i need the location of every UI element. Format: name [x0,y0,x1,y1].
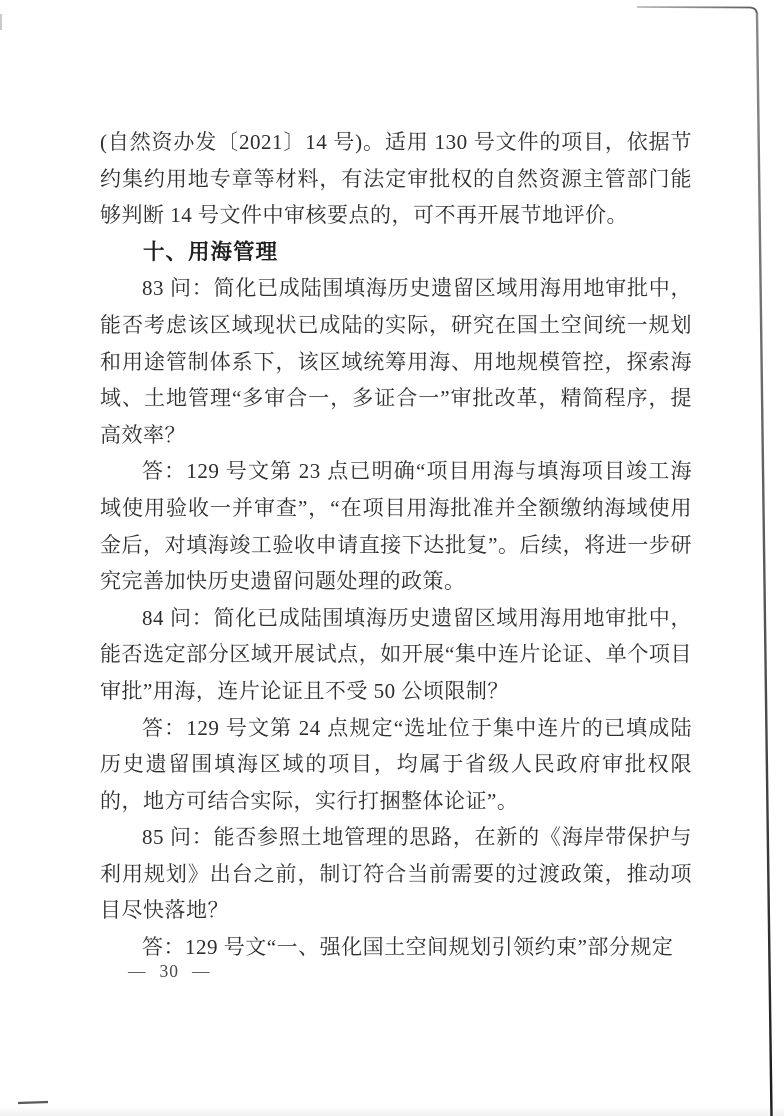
paragraph-answer-83: 答：129 号文第 23 点已明确“项目用海与填海项目竣工海域使用验收一并审查”，“在项目用海批准并全额缴纳海域使用金后，对填海竣工验收申请直接下达批复”。后续，将进一步研究完善加快历史遗留问题处理的政策。 [100,459,692,594]
document-body [100,124,692,966]
page-edge-right-line [757,13,772,1116]
paragraph-continuation: (自然资办发〔2021〕14 号)。适用 130 号文件的项目，依据节约集约用地专章等材料，有法定审批权的自然资源主管部门能够判断 14 号文件中审核要点的，可不再开展节地评价。 [100,130,692,228]
paragraph-answer-85: 答：129 号文“一、强化国土空间规划引领约束”部分规定 [142,935,674,960]
page-edge-top-line [637,7,757,14]
paragraph-answer-84: 答：129 号文第 24 点规定“选址位于集中连片的已填成陆历史遗留围填海区域的项目，均属于省级人民政府审批权限的，地方可结合实际，实行打捆整体论证”。 [100,715,692,813]
section-heading-sea-use-management: 十、用海管理 [143,239,279,264]
page-footer [128,961,211,982]
bottom-left-dash-mark [18,1102,48,1103]
paragraph-question-84: 84 问：简化已成陆围填海历史遗留区域用海用地审批中，能否选定部分区域开展试点，如开展“集中连片论证、单个项目审批”用海，连片论证且不受 50 公顷限制？ [100,605,692,703]
paragraph-question-85: 85 问：能否参照土地管理的思路，在新的《海岸带保护与利用规划》出台之前，制订符合当前需要的过渡政策，推动项目尽快落地？ [100,825,692,923]
footer-right-dash: — [192,961,211,981]
paragraph-question-83: 83 问：简化已成陆围填海历史遗留区域用海用地审批中，能否考虑该区域现状已成陆的实际，研究在国土空间统一规划和用途管制体系下，该区域统筹用海、用地规模管控，探索海域、土地管理“多审合一，多证合一”审批改革，精简程序，提高效率？ [100,276,692,447]
footer-left-dash: — [128,961,147,981]
page-number: 30 [159,961,179,981]
